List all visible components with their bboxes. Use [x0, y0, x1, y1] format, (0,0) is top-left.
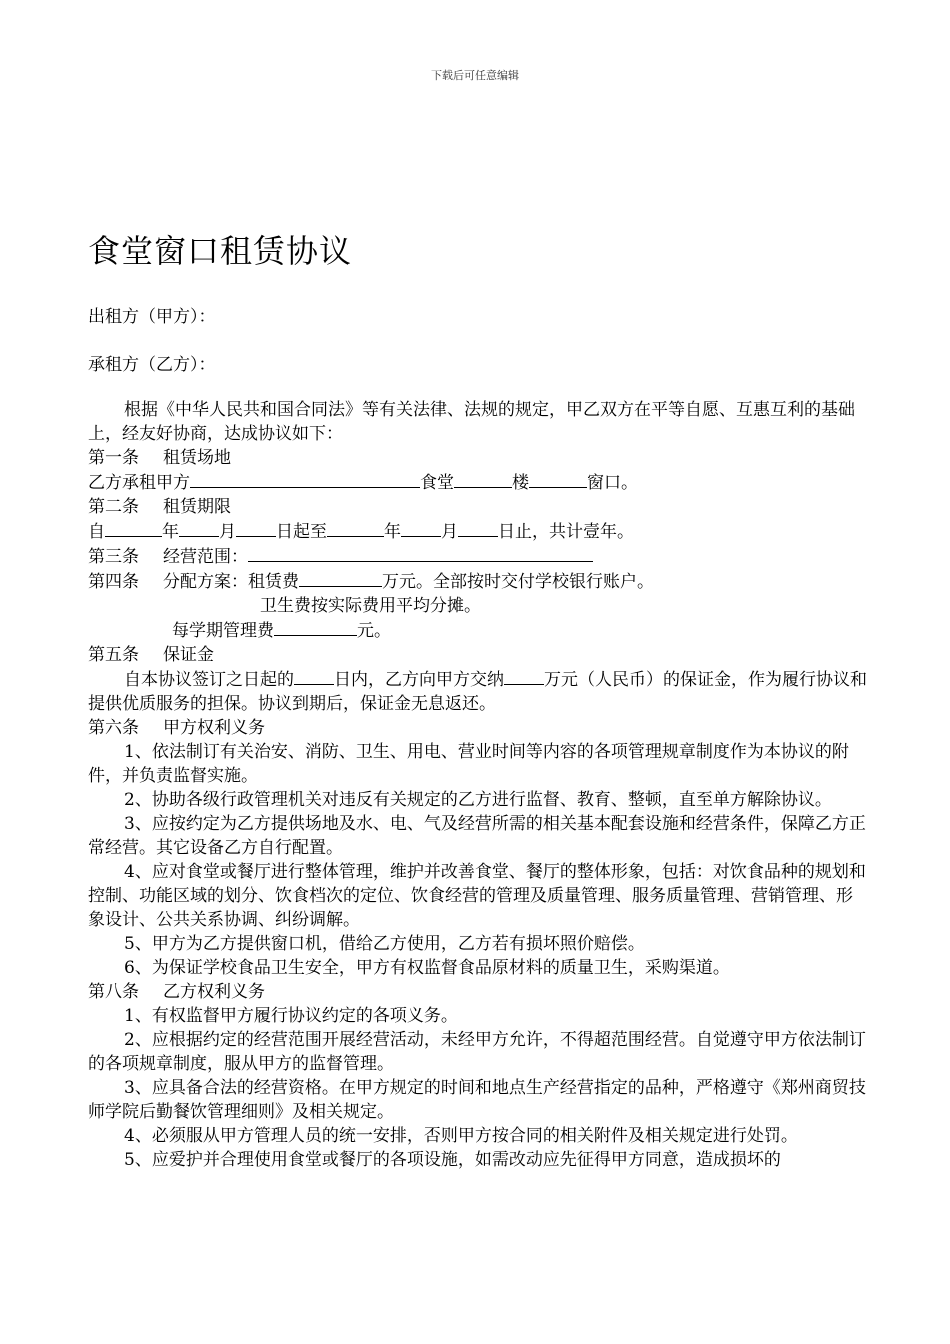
fill-blank-end-year[interactable] [327, 519, 384, 537]
fill-blank-management-fee[interactable] [274, 618, 357, 636]
article-number: 第八条 [88, 982, 139, 1002]
text-segment: 元。 [357, 621, 391, 641]
article-title: 甲方权利义务 [163, 718, 265, 738]
list-item: 6、为保证学校食品卫生安全，甲方有权监督食品原材料的质量卫生，采购渠道。 [124, 958, 730, 978]
article-title: 保证金 [163, 645, 214, 665]
article-6-heading [88, 716, 868, 740]
document-title: 食堂窗口租赁协议 [88, 232, 353, 270]
text-segment: 日止，共计壹年。 [498, 522, 634, 542]
text-segment: 乙方承租甲方 [88, 473, 190, 493]
article-number: 第二条 [88, 497, 139, 517]
article-5-body [88, 667, 868, 716]
document-body [88, 398, 868, 1172]
text-segment: 自本协议签订之日起的 [124, 670, 294, 690]
text-segment: 万元。全部按时交付学校银行账户。 [382, 572, 654, 592]
text-segment: 每学期管理费 [172, 621, 274, 641]
list-item: 4、应对食堂或餐厅进行整体管理，维护并改善食堂、餐厅的整体形象，包括：对饮食品种的规划和控制、功能区域的划分、饮食档次的定位、饮食经营的管理及质量管理、服务质量管理、营销管理、形象设计、公共关系协调、纠纷调解。 [88, 862, 866, 930]
article-title: 乙方权利义务 [163, 982, 265, 1002]
page-header-note: 下载后可任意编辑 [431, 69, 519, 82]
article-number: 第一条 [88, 448, 139, 468]
list-item: 1、有权监督甲方履行协议约定的各项义务。 [124, 1006, 458, 1026]
lessee-label: 承租方（乙方）： [88, 355, 216, 375]
fill-blank-start-month[interactable] [179, 519, 219, 537]
list-item: 1、依法制订有关治安、消防、卫生、用电、营业时间等内容的各项管理规章制度作为本协议的附件，并负责监督实施。 [88, 742, 849, 786]
fill-blank-deposit[interactable] [504, 667, 544, 685]
article-8-heading [88, 980, 868, 1004]
text-segment: 年 [162, 522, 179, 542]
article-4 [88, 569, 868, 594]
article-4-management-fee [88, 618, 868, 643]
fill-blank-business-scope[interactable] [248, 544, 593, 562]
intro-paragraph: 根据《中华人民共和国合同法》等有关法律、法规的规定，甲乙双方在平等自愿、互惠互利的基础上，经友好协商，达成协议如下： [88, 400, 855, 444]
text-segment: 楼 [512, 473, 529, 493]
fill-blank-floor[interactable] [454, 470, 512, 488]
article-2-body [88, 519, 868, 544]
text-segment: 月 [441, 522, 458, 542]
article-number: 第三条 [88, 547, 139, 567]
text-segment: 日内，乙方向甲方交纳 [334, 670, 504, 690]
article-2-heading [88, 495, 868, 519]
article-number: 第五条 [88, 645, 139, 665]
fill-blank-days[interactable] [294, 667, 334, 685]
article-3 [88, 544, 868, 569]
article-title: 经营范围： [163, 547, 248, 567]
list-item: 4、必须服从甲方管理人员的统一安排，否则甲方按合同的相关附件及相关规定进行处罚。 [124, 1126, 798, 1146]
article-1-body [88, 470, 868, 495]
article-title: 分配方案：租赁费 [163, 572, 299, 592]
lessor-label: 出租方（甲方）： [88, 307, 216, 327]
list-item: 5、应爱护并合理使用食堂或餐厅的各项设施，如需改动应先征得甲方同意，造成损坏的 [124, 1150, 781, 1170]
text-segment: 月 [219, 522, 236, 542]
list-item: 3、应按约定为乙方提供场地及水、电、气及经营所需的相关基本配套设施和经营条件，保障乙方正常经营。其它设备乙方自行配置。 [88, 814, 866, 858]
article-5-heading [88, 643, 868, 667]
article-number: 第六条 [88, 718, 139, 738]
text-segment: 食堂 [420, 473, 454, 493]
article-number: 第四条 [88, 572, 139, 592]
text-segment: 自 [88, 522, 105, 542]
list-item: 3、应具备合法的经营资格。在甲方规定的时间和地点生产经营指定的品种，严格遵守《郑州商贸技师学院后勤餐饮管理细则》及相关规定。 [88, 1078, 866, 1122]
text-segment: 日起至 [276, 522, 327, 542]
fill-blank-start-day[interactable] [236, 519, 276, 537]
text-segment: 万元（人民币）的保证金，作为履行协议和提供优质服务的担保。协议到期后，保证金无息返还。 [88, 670, 867, 714]
fill-blank-end-month[interactable] [401, 519, 441, 537]
fill-blank-start-year[interactable] [105, 519, 162, 537]
fill-blank-window[interactable] [529, 470, 587, 488]
fill-blank-rent[interactable] [299, 569, 382, 587]
list-item: 5、甲方为乙方提供窗口机，借给乙方使用，乙方若有损坏照价赔偿。 [124, 934, 645, 954]
list-item: 2、应根据约定的经营范围开展经营活动，未经甲方允许，不得超范围经营。自觉遵守甲方依法制订的各项规章制度，服从甲方的监督管理。 [88, 1030, 866, 1074]
article-1-heading [88, 446, 868, 470]
fill-blank-canteen[interactable] [190, 470, 420, 488]
text-segment: 年 [384, 522, 401, 542]
list-item: 2、协助各级行政管理机关对违反有关规定的乙方进行监督、教育、整顿，直至单方解除协议。 [124, 790, 832, 810]
text-segment: 窗口。 [587, 473, 638, 493]
fill-blank-end-day[interactable] [458, 519, 498, 537]
article-title: 租赁场地 [163, 448, 231, 468]
article-4-hygiene: 卫生费按实际费用平均分摊。 [260, 596, 481, 616]
article-title: 租赁期限 [163, 497, 231, 517]
